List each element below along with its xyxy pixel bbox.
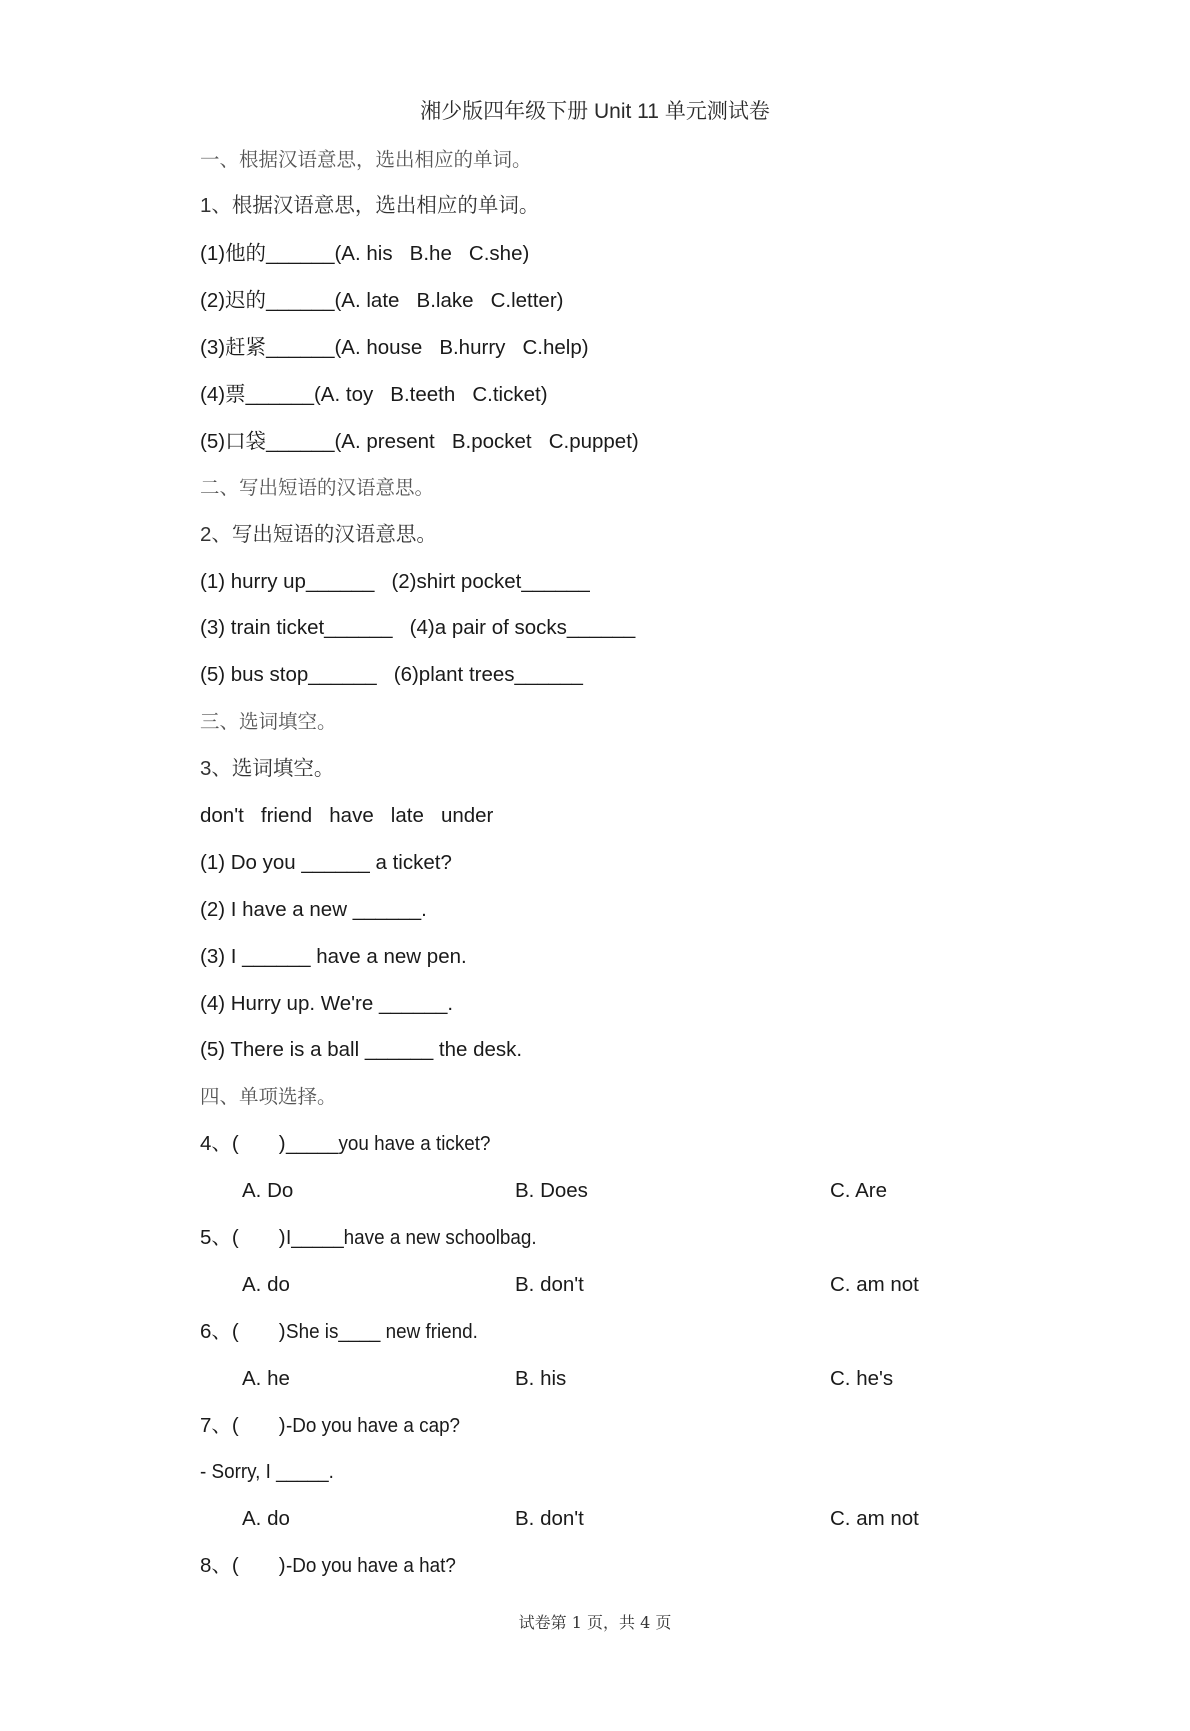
s1-item-4 — [200, 371, 1100, 418]
s3-item-3: (3) I ______ have a new pen. — [200, 944, 467, 968]
item-number: (4) — [200, 382, 226, 406]
answer-blank[interactable]: ______ — [245, 382, 314, 406]
mcq-options-4 — [200, 1168, 1100, 1215]
item-options: (A. toy B.teeth C.ticket) — [313, 382, 548, 406]
document-title: 湘少版四年级下册 Unit 11 单元测试卷 — [420, 100, 770, 123]
option-c[interactable]: C. Are — [830, 1179, 887, 1203]
s1-item-5 — [200, 418, 1100, 465]
section-4-heading: 四、单项选择。 — [200, 1085, 337, 1109]
paren-close: ) — [278, 1413, 286, 1437]
question-number: 8、( — [200, 1554, 239, 1578]
paren-close: ) — [278, 1132, 286, 1156]
item-number: (1) — [200, 242, 226, 266]
s2-row-2: (3) train ticket______ (4)a pair of socks______ — [200, 616, 636, 640]
mcq-question-5 — [200, 1215, 1100, 1262]
mcq-question-4 — [200, 1121, 1100, 1168]
option-c[interactable]: C. am not — [830, 1507, 919, 1531]
s3-item-4: (4) Hurry up. We're ______. — [200, 991, 454, 1015]
mcq-reply-7 — [200, 1449, 1100, 1496]
question-stem: -Do you have a cap? — [285, 1413, 460, 1437]
section-2-heading: 二、写出短语的汉语意思。 — [200, 475, 435, 499]
option-b[interactable]: B. don't — [515, 1272, 584, 1296]
item-chinese: 赶紧 — [225, 335, 267, 360]
question-stem: I_____have a new schoolbag. — [285, 1225, 537, 1249]
option-a[interactable]: A. he — [242, 1366, 290, 1390]
answer-blank[interactable]: ______ — [266, 429, 335, 453]
s2-row-1: (1) hurry up______ (2)shirt pocket______ — [200, 569, 590, 593]
option-c[interactable]: C. he's — [830, 1366, 894, 1390]
item-chinese: 迟的 — [225, 288, 267, 313]
option-a[interactable]: A. do — [242, 1507, 290, 1531]
mcq-options-5 — [200, 1262, 1100, 1309]
item-number: (2) — [200, 289, 226, 313]
s1-item-2 — [200, 277, 1100, 324]
answer-blank[interactable]: ______ — [266, 242, 335, 266]
question-stem: -Do you have a hat? — [285, 1554, 456, 1578]
question-number: 5、( — [200, 1225, 239, 1249]
question-stem: She is____ new friend. — [285, 1319, 478, 1343]
mcq-question-6 — [200, 1309, 1100, 1356]
option-b[interactable]: B. don't — [515, 1507, 584, 1531]
s3-item-1: (1) Do you ______ a ticket? — [200, 850, 452, 874]
question-number: 6、( — [200, 1319, 239, 1343]
word-bank: don't friend have late under — [200, 803, 494, 827]
question-2-prompt: 2、写出短语的汉语意思。 — [200, 522, 437, 546]
question-3-prompt: 3、选词填空。 — [200, 757, 335, 781]
mcq-options-7 — [200, 1496, 1100, 1543]
question-number: 4、( — [200, 1132, 239, 1156]
s1-item-3 — [200, 324, 1100, 371]
section-3-heading: 三、选词填空。 — [200, 710, 337, 734]
item-options: (A. late B.lake C.letter) — [334, 289, 564, 313]
mcq-question-7 — [200, 1403, 1100, 1450]
reply-text: - Sorry, I _____. — [200, 1460, 334, 1484]
option-c[interactable]: C. am not — [830, 1272, 919, 1296]
item-options: (A. his B.he C.she) — [334, 242, 530, 266]
option-b[interactable]: B. his — [515, 1366, 567, 1390]
s1-item-1 — [200, 230, 1100, 277]
mcq-options-6 — [200, 1356, 1100, 1403]
paren-close: ) — [278, 1554, 286, 1578]
option-b[interactable]: B. Does — [515, 1179, 588, 1203]
question-number: 7、( — [200, 1413, 239, 1437]
exam-content — [200, 137, 1100, 1591]
item-options: (A. present B.pocket C.puppet) — [334, 429, 639, 453]
item-number: (3) — [200, 336, 226, 360]
answer-blank[interactable]: ______ — [266, 336, 335, 360]
mcq-question-8 — [200, 1543, 1100, 1590]
option-a[interactable]: A. do — [242, 1272, 290, 1296]
paren-close: ) — [278, 1225, 286, 1249]
item-chinese: 票 — [225, 381, 246, 406]
question-stem: _____you have a ticket? — [285, 1132, 491, 1156]
item-chinese: 口袋 — [225, 428, 267, 453]
s3-item-2: (2) I have a new ______. — [200, 897, 427, 921]
option-a[interactable]: A. Do — [242, 1179, 294, 1203]
item-options: (A. house B.hurry C.help) — [334, 336, 589, 360]
section-1-heading: 一、根据汉语意思，选出相应的单词。 — [200, 147, 532, 171]
item-number: (5) — [200, 429, 226, 453]
page-footer: 试卷第 1 页，共 4 页 — [518, 1613, 672, 1632]
answer-blank[interactable]: ______ — [266, 289, 335, 313]
paren-close: ) — [278, 1319, 286, 1343]
question-1-prompt: 1、根据汉语意思，选出相应的单词。 — [200, 194, 540, 218]
s2-row-3: (5) bus stop______ (6)plant trees______ — [200, 663, 583, 687]
item-chinese: 他的 — [225, 241, 267, 266]
s3-item-5: (5) There is a ball ______ the desk. — [200, 1038, 523, 1062]
